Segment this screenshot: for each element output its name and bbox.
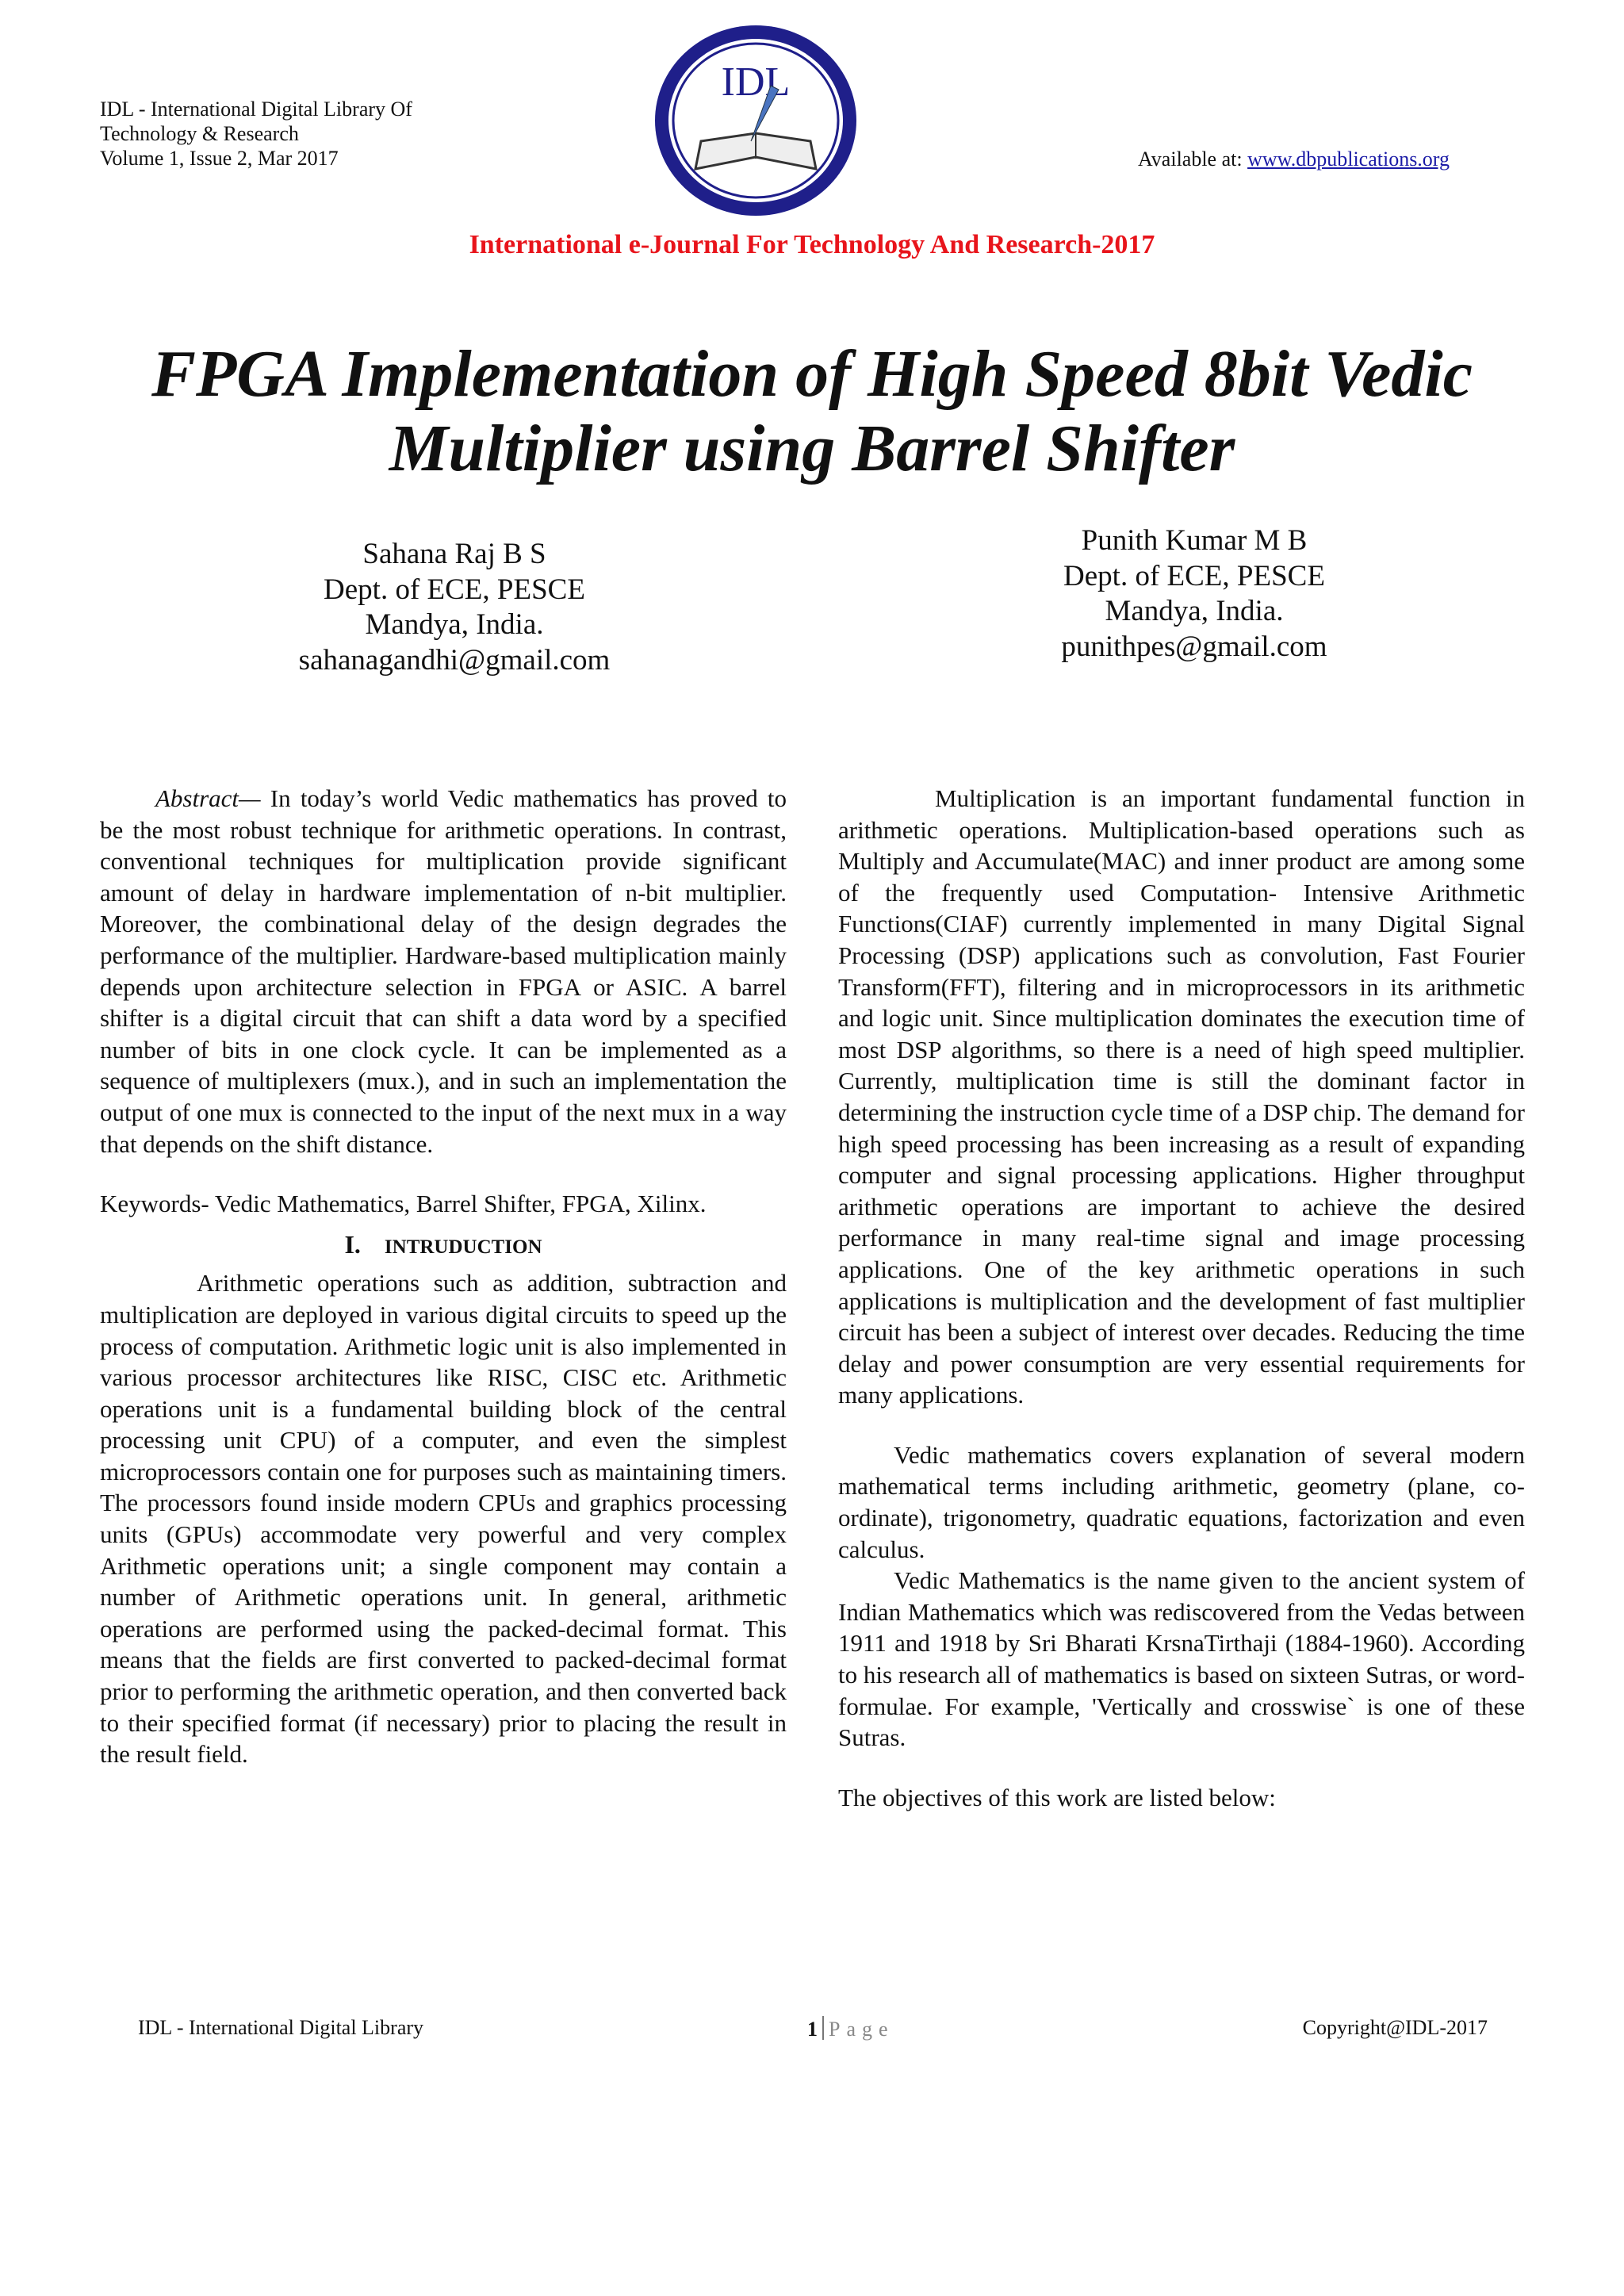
section-title: INTRUDUCTION — [384, 1236, 542, 1258]
author-dept: Dept. of ECE, PESCE — [1063, 559, 1325, 592]
author-place: Mandya, India. — [1105, 595, 1284, 627]
author-place: Mandya, India. — [365, 608, 544, 641]
divider — [822, 2016, 824, 2040]
abstract — [100, 783, 787, 1159]
abstract-text: In today’s world Vedic mathematics has proved to be the most robust technique for arithmetic operations. In contrast, conventional techniques for multiplication provide significant amount of delay in hardware implementation of n-bit multiplier. Moreover, the combinational delay of the design degrades the performance of the multiplier. Hardware-based multiplication mainly depends upon architecture selection in FPGA or ASIC. A barrel shifter is a digital circuit that can shift a data word by a specified number of bits in one clock cycle. It can be implemented as a sequence of multiplexers (mux.), and in such an implementation the output of one mux is connected to the input of the next mux in a way that depends on the shift distance. — [100, 784, 787, 1158]
paper-title — [79, 337, 1545, 486]
paragraph: Vedic mathematics covers explanation of several modern mathematical terms including arithmetic, geometry (plane, co-ordinate), trigonometry, quadratic equations, factorization and even calculus. — [838, 1440, 1525, 1563]
idl-logo — [652, 22, 860, 219]
journal-info-line: IDL - International Digital Library Of — [100, 98, 412, 121]
author-dept: Dept. of ECE, PESCE — [324, 573, 585, 606]
availability — [1138, 148, 1450, 171]
title-line: FPGA Implementation of High Speed 8bit Vedic — [151, 337, 1473, 411]
paragraph: The objectives of this work are listed below: — [838, 1783, 1276, 1811]
page-number — [807, 2016, 894, 2041]
paragraph: Vedic Mathematics is the name given to the ancient system of Indian Mathematics which was rediscovered from the Vedas between 1911 and 1918 by Sri Bharati KrsnaTirthaji (1884-1960). According to his research all of mathematics is based on sixteen Sutras, or word-formulae. For example, 'Vertically and crosswise` is one of these Sutras. — [838, 1566, 1525, 1752]
available-label: Available at: — [1137, 148, 1248, 171]
page-label: Page — [829, 2018, 894, 2041]
journal-info — [100, 97, 412, 171]
journal-info-line: Volume 1, Issue 2, Mar 2017 — [100, 147, 339, 170]
svg-text:IDL: IDL — [721, 59, 791, 105]
keywords-rest: , Barrel Shifter, FPGA, Xilinx. — [404, 1190, 707, 1218]
title-line: Multiplier using Barrel Shifter — [389, 412, 1235, 485]
author-name: Punith Kumar M B — [1081, 524, 1308, 557]
section-heading — [100, 1229, 787, 1263]
left-column — [100, 783, 787, 1770]
author-name: Sahana Raj B S — [362, 538, 546, 570]
author-1 — [256, 537, 653, 678]
paragraph: Multiplication is an important fundamental function in arithmetic operations. Multiplication-based operations such as Multiply and Accumulate(MAC) and inner product are among some of the frequently used Computation- Intensive Arithmetic Functions(CIAF) currently implemented in many Digital Signal Processing (DSP) applications such as convolution, Fast Fourier Transform(FFT), filtering and in microprocessors in its arithmetic and logic unit. Since multiplication dominates the execution time of most DSP algorithms, so there is a need of high speed multiplier. Currently, multiplication time is still the dominant factor in determining the instruction cycle time of a DSP chip. The demand for high speed processing has been increasing as a result of expanding computer and signal processing applications. Higher throughput arithmetic operations are important to achieve the desired performance in many real-time signal and image processing applications. One of the key arithmetic operations in such applications is multiplication and the development of fast multiplier circuit has been a subject of interest over decades. Reducing the time delay and power consumption are very essential requirements for many applications. — [838, 784, 1525, 1409]
footer-copyright: Copyright@IDL-2017 — [1302, 2016, 1488, 2039]
author-2 — [996, 523, 1392, 665]
right-column — [838, 783, 1525, 1813]
author-email: punithpes@gmail.com — [1061, 630, 1327, 663]
abstract-label: Abstract— — [155, 784, 261, 812]
page-num: 1 — [807, 2018, 818, 2041]
keywords-prefix: Keywords- Vedic Mathematics — [100, 1190, 404, 1218]
publisher-link[interactable]: www.dbpublications.org — [1247, 148, 1450, 171]
keywords — [100, 1188, 787, 1220]
section-number: I. — [344, 1229, 361, 1259]
intro-paragraph: Arithmetic operations such as addition, subtraction and multiplication are deployed in various digital circuits to speed up the process of computation. Arithmetic logic unit is also implemented in various processor architectures like RISC, CISC etc. Arithmetic operations unit is a fundamental building block of the central processing unit CPU) of a computer, and even the simplest microprocessors contain one for purposes such as maintaining timers. The processors found inside modern CPUs and graphics processing units (GPUs) accommodate very powerful and very complex Arithmetic operations unit; a single component may contain a number of Arithmetic operations unit. In general, arithmetic operations are performed using the packed-decimal format. This means that the fields are first converted to packed-decimal format prior to performing the arithmetic operation, and then converted back to their specified format (if necessary) prior to placing the result in the result field. — [100, 1269, 787, 1769]
author-email: sahanagandhi@gmail.com — [298, 643, 611, 677]
journal-name: International e-Journal For Technology And Research-2017 — [469, 230, 1155, 259]
journal-info-line: Technology & Research — [100, 122, 299, 145]
footer-left: IDL - International Digital Library — [138, 2016, 424, 2039]
